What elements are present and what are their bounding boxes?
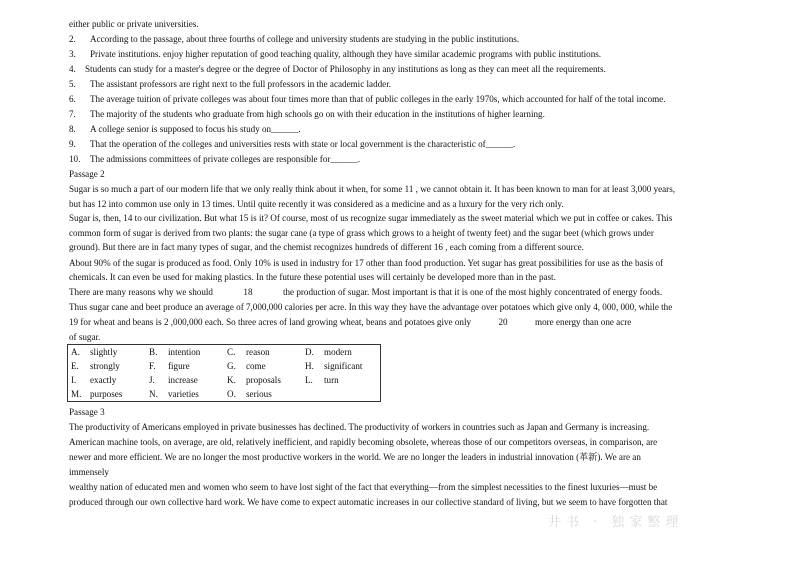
question-text: That the operation of the colleges and universities rests with state or local government is the characteristic of______. [90, 139, 516, 149]
passage-2-line: About 90% of the sugar is produced as food. Only 10% is used in industry for 17 other than food production. Yet sugar has great possibilities for use as the basis of [69, 258, 664, 268]
option-word: modern [324, 347, 352, 357]
option-letter: J. [149, 375, 155, 385]
option-word: serious [246, 389, 272, 399]
blank-number-20: 20 [498, 317, 508, 327]
question-number: 10. [69, 154, 81, 164]
option-letter: G. [227, 361, 236, 371]
option-word: intention [168, 347, 201, 357]
line-text: the production of sugar. Most important is that it is one of the most highly concentrated of energy foods. [282, 287, 663, 297]
passage-2-heading: Passage 2 [69, 169, 105, 179]
option-letter: M. [71, 389, 82, 399]
option-letter: I. [71, 375, 77, 385]
passage-2-line-18 [69, 285, 662, 299]
option-word: exactly [90, 375, 117, 385]
option-letter: L. [305, 375, 313, 385]
passage-2-line: Sugar is so much a part of our modern life that we only really think about it when, for some 11 , we cannot obtain it. It has been known to man for at least 3,000 years, [69, 184, 676, 194]
option-word: significant [324, 361, 363, 371]
question-text: According to the passage, about three fourths of college and university students are studying in the public institutions. [90, 34, 520, 44]
option-word: reason [246, 347, 270, 357]
word-bank-row [68, 359, 381, 373]
word-bank-table [67, 344, 381, 402]
option-word [321, 387, 381, 402]
option-letter: H. [305, 361, 314, 371]
question-2 [69, 32, 519, 46]
word-bank-row [68, 387, 381, 402]
question-10 [69, 152, 360, 166]
option-word: proposals [246, 375, 281, 385]
question-text: A college senior is supposed to focus his study on______. [90, 124, 301, 134]
question-text: Students can study for a master's degree or the degree of Doctor of Philosophy in any institutions as long as they can meet all the requirements. [85, 64, 606, 74]
question-6 [69, 92, 666, 106]
blank-number-18: 18 [243, 287, 253, 297]
question-number: 8. [69, 124, 76, 134]
option-word: slightly [90, 347, 118, 357]
passage-2-line: common form of sugar is derived from two plants: the sugar cane (a type of grass which grows to a height of twenty feet) and the sugar beet (which grows under [69, 228, 654, 238]
option-letter: E. [71, 361, 79, 371]
option-word: strongly [90, 361, 120, 371]
option-word: purposes [90, 389, 123, 399]
option-letter: C. [227, 347, 236, 357]
option-letter: F. [149, 361, 156, 371]
question-text: The average tuition of private colleges was about four times more than that of public colleges in the early 1970s, which accounted for half of the total income. [90, 94, 666, 104]
option-letter: N. [149, 389, 158, 399]
watermark: 井书 · 独家整理 [548, 515, 684, 530]
line-text: 19 for wheat and beans is 2 ,000,000 each. So three acres of land growing wheat, beans and potatoes give only [69, 317, 472, 327]
word-bank-row [68, 373, 381, 387]
passage-3-line: newer and more efficient. We are no longer the most productive workers in the world. We are no longer the leaders in industrial innovation (革新). We are an [69, 452, 641, 462]
option-word: varieties [168, 389, 199, 399]
option-word: come [246, 361, 266, 371]
passage-2-line-20 [69, 315, 631, 329]
line-text: more energy than one acre [535, 317, 632, 327]
passage-3-line: The productivity of Americans employed in private businesses has declined. The productivity of workers in countries such as Japan and Germany is increasing. [69, 422, 650, 432]
question-number: 4. [69, 64, 76, 74]
passage-2-line: but has 12 into common use only in 13 times. Until quite recently it was considered as a medicine and as a luxury for the very rich only. [69, 199, 564, 209]
option-letter: K. [227, 375, 236, 385]
question-text: Private institutions. enjoy higher reputation of good teaching quality, although they have similar academic programs with public institutions. [90, 49, 602, 59]
question-5 [69, 77, 391, 91]
question-number: 9. [69, 139, 76, 149]
option-letter [302, 387, 321, 402]
question-number: 5. [69, 79, 76, 89]
word-bank-row [68, 345, 381, 360]
question-number: 6. [69, 94, 76, 104]
question-4 [69, 62, 606, 76]
option-word: increase [168, 375, 198, 385]
passage-2-line: Thus sugar cane and beet produce an average of 7,000,000 calories per acre. In this way they have the advantage over potatoes which give only 4, 000, 000, while the [69, 302, 673, 312]
passage-2-line: Sugar is, then, 14 to our civilization. But what 15 is it? Of course, most of us recognize sugar immediately as the sweet material which we put in coffee or cakes. This [69, 213, 673, 223]
option-letter: O. [227, 389, 236, 399]
passage-3-heading: Passage 3 [69, 407, 105, 417]
passage-2-line: chemicals. It can even be used for making plastics. In the future these potential uses will certainly be developed more than in the past. [69, 272, 556, 282]
passage-2-line: ground). But there are in fact many types of sugar, and the chemist recognizes hundreds of different 16 , each coming from a different source. [69, 242, 584, 252]
question-9 [69, 137, 515, 151]
option-letter: A. [71, 347, 80, 357]
passage-2-line: of sugar. [69, 332, 101, 342]
option-letter: B. [149, 347, 158, 357]
passage-3-line: American machine tools, on average, are old, relatively inefficient, and rapidly becoming obsolete, whereas those of our competitors overseas, in comparison, are [69, 437, 658, 447]
question-text: The majority of the students who graduate from high schools go on with their education in the institutions of higher learning. [90, 109, 545, 119]
option-letter: D. [305, 347, 314, 357]
question-3 [69, 47, 601, 61]
question-number: 2. [69, 34, 76, 44]
passage-3-line: wealthy nation of educated men and women who seem to have lost sight of the fact that everything—from the simplest necessities to the finest luxuries—must be [69, 482, 658, 492]
question-text: The assistant professors are right next to the full professors in the academic ladder. [90, 79, 392, 89]
passage-3-line: immensely [69, 467, 109, 477]
question-7 [69, 107, 545, 121]
question-number: 7. [69, 109, 76, 119]
question-text: The admissions committees of private colleges are responsible for______. [90, 154, 360, 164]
question-number: 3. [69, 49, 76, 59]
passage-3-line: produced through our own collective hard work. We have come to expect automatic increases in our collective standard of living, but we seem to have forgotten that [69, 497, 668, 507]
intro-line: either public or private universities. [69, 19, 199, 29]
line-text: There are many reasons why we should [69, 287, 213, 297]
option-word: turn [324, 375, 339, 385]
option-word: figure [168, 361, 190, 371]
question-8 [69, 122, 301, 136]
